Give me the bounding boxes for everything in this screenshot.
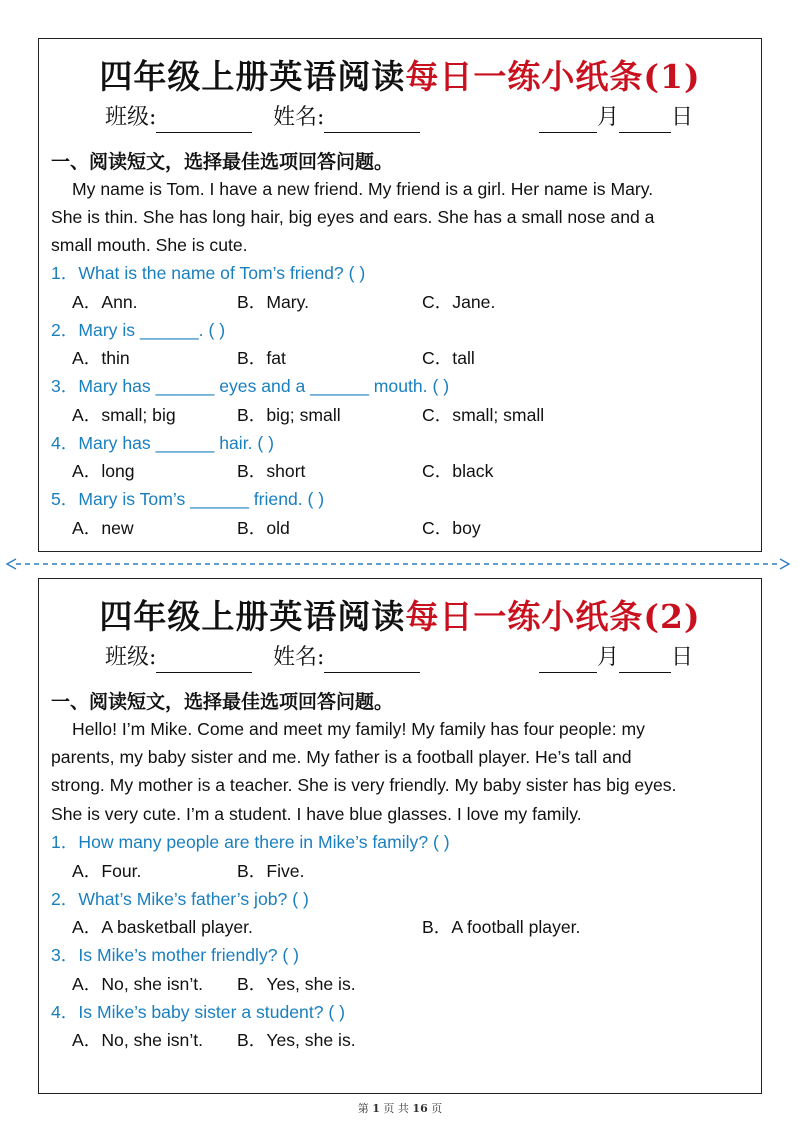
name-field: 姓名: bbox=[273, 643, 420, 673]
question: 4．Is Mike’s baby sister a student? ( ) bbox=[51, 1002, 345, 1022]
question: 3．Mary has ______ eyes and a ______ mouth. ( ) bbox=[51, 376, 450, 396]
question: 1．What is the name of Tom’s friend? ( ) bbox=[51, 263, 366, 283]
option-b[interactable]: B．Yes, she is. bbox=[237, 1030, 356, 1050]
option-b[interactable]: B．Yes, she is. bbox=[237, 974, 356, 994]
worksheet-title bbox=[39, 51, 761, 98]
passage-line: She is thin. She has long hair, big eyes and ears. She has a small nose and a bbox=[51, 207, 655, 227]
current-page: 1 bbox=[372, 1102, 380, 1115]
question: 4．Mary has ______ hair. ( ) bbox=[51, 433, 274, 453]
question: 5．Mary is Tom’s ______ friend. ( ) bbox=[51, 489, 325, 509]
section-heading: 一、阅读短文，选择最佳选项回答问题。 bbox=[51, 691, 394, 713]
title-main: 四年级上册英语阅读 bbox=[99, 597, 406, 636]
question: 2．What’s Mike’s father’s job? ( ) bbox=[51, 889, 309, 909]
option-c[interactable]: C．boy bbox=[422, 518, 481, 538]
name-blank[interactable] bbox=[324, 108, 420, 133]
option-a[interactable]: A．thin bbox=[72, 348, 130, 368]
worksheet-2 bbox=[38, 578, 762, 1094]
class-field: 班级: bbox=[105, 643, 252, 673]
date-field: 月 日 bbox=[539, 643, 693, 673]
option-b[interactable]: B．short bbox=[237, 461, 306, 481]
worksheet-title bbox=[39, 591, 761, 638]
arrow-right-icon bbox=[780, 559, 789, 569]
passage-line: strong. My mother is a teacher. She is very friendly. My baby sister has big eyes. bbox=[51, 775, 677, 795]
option-a[interactable]: A．new bbox=[72, 518, 134, 538]
option-b[interactable]: B．Five. bbox=[237, 861, 305, 881]
question: 1．How many people are there in Mike’s family? ( ) bbox=[51, 832, 450, 852]
option-a[interactable]: A．No, she isn’t. bbox=[72, 1030, 204, 1050]
month-blank[interactable] bbox=[539, 648, 597, 673]
worksheet-1 bbox=[38, 38, 762, 552]
passage-line: My name is Tom. I have a new friend. My friend is a girl. Her name is Mary. bbox=[72, 179, 654, 199]
option-a[interactable]: A．Ann. bbox=[72, 292, 138, 312]
question: 2．Mary is ______. ( ) bbox=[51, 320, 226, 340]
class-blank[interactable] bbox=[156, 648, 252, 673]
option-b[interactable]: B．fat bbox=[237, 348, 286, 368]
day-blank[interactable] bbox=[619, 648, 671, 673]
name-blank[interactable] bbox=[324, 648, 420, 673]
question: 3．Is Mike’s mother friendly? ( ) bbox=[51, 945, 300, 965]
cut-line-divider bbox=[4, 557, 792, 571]
title-main: 四年级上册英语阅读 bbox=[99, 57, 406, 96]
option-b[interactable]: B．A football player. bbox=[422, 917, 581, 937]
title-accent: 每日一练小纸条(1) bbox=[405, 57, 701, 96]
passage-line: Hello! I’m Mike. Come and meet my family! My family has four people: my bbox=[72, 719, 645, 739]
option-b[interactable]: B．Mary. bbox=[237, 292, 310, 312]
option-c[interactable]: C．tall bbox=[422, 348, 475, 368]
option-c[interactable]: C．black bbox=[422, 461, 494, 481]
option-b[interactable]: B．old bbox=[237, 518, 290, 538]
title-accent: 每日一练小纸条(2) bbox=[405, 597, 701, 636]
date-field: 月 日 bbox=[539, 103, 693, 133]
option-a[interactable]: A．No, she isn’t. bbox=[72, 974, 204, 994]
option-a[interactable]: A．small; big bbox=[72, 405, 176, 425]
total-pages: 16 bbox=[412, 1102, 428, 1115]
option-c[interactable]: C．small; small bbox=[422, 405, 545, 425]
option-a[interactable]: A．long bbox=[72, 461, 135, 481]
passage-line: She is very cute. I’m a student. I have blue glasses. I love my family. bbox=[51, 804, 582, 824]
arrow-left-icon bbox=[7, 559, 16, 569]
option-a[interactable]: A．A basketball player. bbox=[72, 917, 253, 937]
class-blank[interactable] bbox=[156, 108, 252, 133]
option-b[interactable]: B．big; small bbox=[237, 405, 341, 425]
passage-line: parents, my baby sister and me. My father is a football player. He’s tall and bbox=[51, 747, 632, 767]
passage-line: small mouth. She is cute. bbox=[51, 235, 248, 255]
name-field: 姓名: bbox=[273, 103, 420, 133]
month-blank[interactable] bbox=[539, 108, 597, 133]
day-blank[interactable] bbox=[619, 108, 671, 133]
option-c[interactable]: C．Jane. bbox=[422, 292, 496, 312]
class-field: 班级: bbox=[105, 103, 252, 133]
section-heading: 一、阅读短文，选择最佳选项回答问题。 bbox=[51, 151, 394, 173]
page-footer: 第 1 页 共 16 页 bbox=[357, 1102, 443, 1115]
option-a[interactable]: A．Four. bbox=[72, 861, 142, 881]
